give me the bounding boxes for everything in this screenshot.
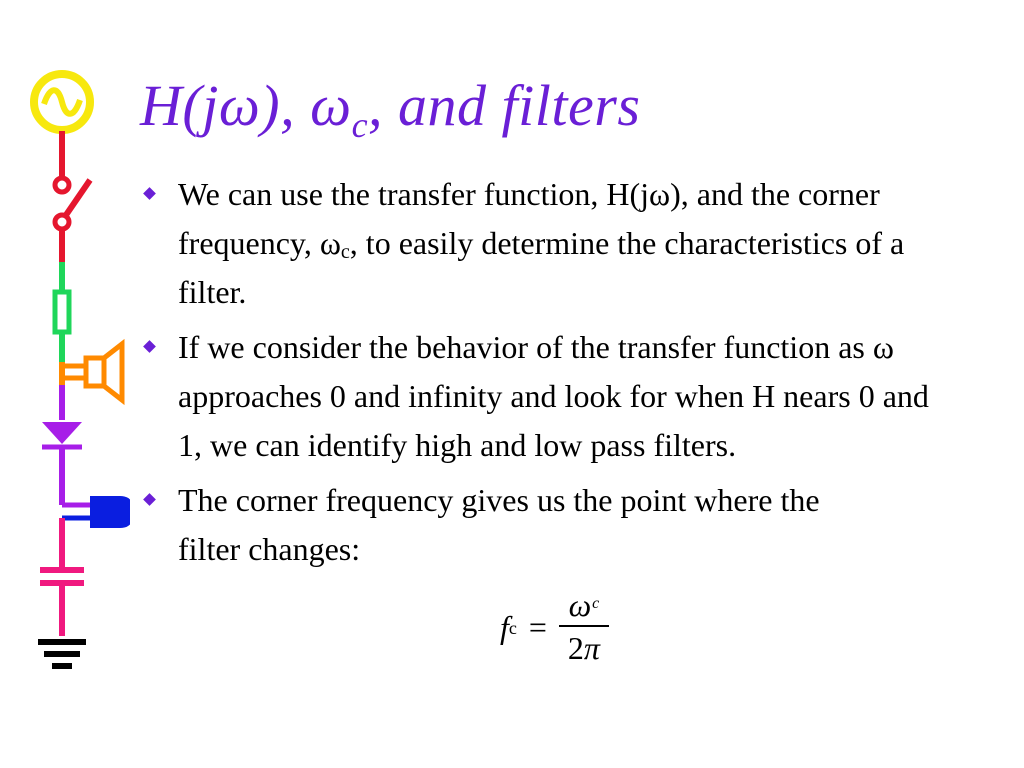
formula-two: 2 (567, 630, 584, 666)
formula-denominator (568, 627, 600, 667)
bullet-3-text: The corner frequency gives us the point where the filter changes: (178, 482, 820, 567)
formula-f: f (500, 609, 509, 645)
bullet-1-text-b: ), and the corner frequency, (178, 176, 880, 261)
bullet-2-text-b: approaches 0 and infinity and look for when H nears 0 and 1, we can identify high and low pass filters. (178, 378, 929, 463)
ground-icon (38, 642, 86, 666)
diode-icon (42, 385, 90, 505)
bullet-1-text-c: , to easily determine the characteristics of a filter. (178, 225, 905, 310)
capacitor-icon (40, 570, 84, 636)
corner-frequency-formula: f c = $\frac{\omega_c}{2\pi}$ (500, 588, 609, 667)
bullet-2-omega: ω (872, 329, 894, 365)
bullet-1-subscript: c (340, 241, 350, 263)
ac-source-icon (34, 74, 90, 130)
title-prefix: H(j (140, 73, 219, 138)
diamond-bullet-icon (143, 187, 156, 200)
formula-pi: π (583, 630, 600, 666)
title-omega: ω (218, 73, 261, 138)
title-subscript: c (351, 105, 369, 145)
formula-omega: ω (568, 587, 592, 623)
title-separator: ), (260, 73, 311, 138)
diamond-bullet-icon (143, 340, 156, 353)
formula-fraction (559, 588, 609, 667)
bullet-item-3 (140, 476, 960, 574)
speaker-icon (62, 344, 122, 400)
bullet-item-2 (140, 323, 960, 470)
bullet-2-text-a: If we consider the behavior of the transfer function as (178, 329, 873, 365)
circuit-decoration (0, 0, 130, 700)
bullet-item-1 (140, 170, 960, 317)
diamond-bullet-icon (143, 493, 156, 506)
formula-numerator (563, 588, 606, 625)
title-omega-c: ω (310, 73, 352, 138)
bullet-1-omega-c: ω (319, 225, 341, 261)
switch-icon (55, 131, 90, 262)
slide-title (140, 72, 641, 145)
bullet-1-omega: ω (649, 176, 671, 212)
resistor-icon (55, 262, 69, 362)
bullet-1-text-a: We can use the transfer function, H(j (178, 176, 650, 212)
title-suffix: , and filters (368, 73, 641, 138)
formula-equals: = (528, 609, 547, 645)
formula-omega-subscript: c (592, 595, 600, 612)
bullet-list (140, 170, 960, 580)
